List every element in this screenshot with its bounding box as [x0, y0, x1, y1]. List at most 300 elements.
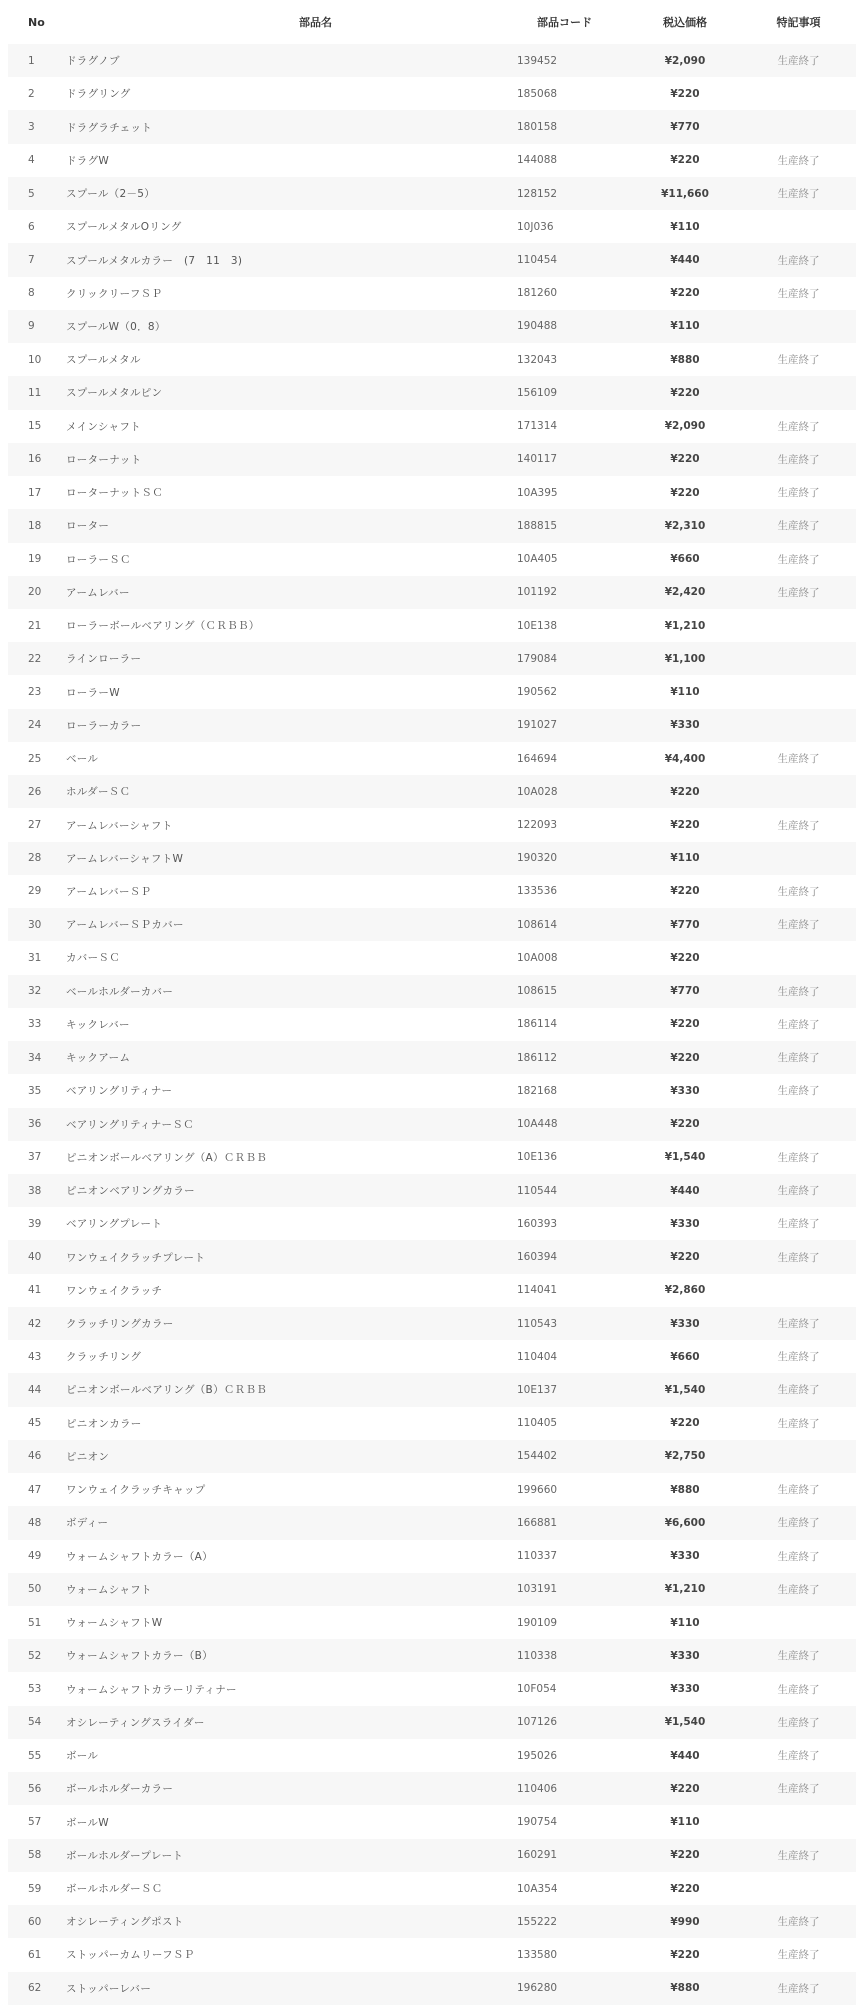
row-no: 10 [28, 353, 42, 366]
row-note: 生産終了 [777, 1517, 820, 1530]
row-note [741, 1108, 856, 1141]
row-no: 3 [28, 121, 35, 134]
row-note: 生産終了 [777, 1151, 820, 1164]
row-price: ¥220 [670, 87, 700, 100]
table-row [8, 842, 856, 875]
table-row [8, 1473, 856, 1506]
row-part-code: 114041 [517, 1284, 558, 1297]
table-row [8, 1274, 856, 1307]
row-part-name: アームレバーシャフト [66, 819, 173, 832]
row-part-code: 166881 [517, 1516, 558, 1529]
row-note: 生産終了 [777, 919, 820, 932]
row-price: ¥440 [670, 1749, 700, 1762]
table-row [8, 1506, 856, 1539]
table-body [8, 44, 856, 2005]
row-part-code: 10E136 [517, 1151, 558, 1164]
row-price: ¥880 [670, 1483, 700, 1496]
row-part-name: ボールホルダープレート [66, 1849, 184, 1862]
row-note [741, 941, 856, 974]
row-no: 53 [28, 1683, 42, 1696]
row-part-name: ピニオンボールベアリング（A）ＣＲＢＢ [66, 1151, 268, 1164]
row-part-code: 133580 [517, 1948, 558, 1961]
header-note: 特記事項 [741, 0, 856, 44]
row-price: ¥330 [670, 1683, 700, 1696]
row-part-code: 110544 [517, 1184, 558, 1197]
row-price: ¥110 [670, 320, 700, 333]
row-price: ¥220 [670, 154, 700, 167]
row-note: 生産終了 [777, 1982, 820, 1995]
row-part-name: ローター [66, 520, 110, 533]
row-price: ¥1,210 [664, 1583, 706, 1596]
row-part-name: クリックリーフＳＰ [66, 287, 163, 300]
table-row [8, 110, 856, 143]
table-row [8, 144, 856, 177]
table-row [8, 1041, 856, 1074]
row-note: 生産終了 [777, 55, 820, 68]
row-note [741, 1872, 856, 1905]
row-price: ¥11,660 [661, 187, 709, 200]
table-row [8, 77, 856, 110]
row-note: 生産終了 [777, 154, 820, 167]
table-row [8, 941, 856, 974]
table-row [8, 742, 856, 775]
row-part-name: ウォームシャフトカラーリティナー [66, 1683, 237, 1696]
row-price: ¥330 [670, 1649, 700, 1662]
row-no: 16 [28, 453, 42, 466]
row-price: ¥220 [670, 1849, 700, 1862]
row-no: 40 [28, 1251, 42, 1264]
table-row [8, 243, 856, 276]
row-price: ¥660 [670, 1350, 700, 1363]
row-price: ¥770 [670, 918, 700, 931]
table-row [8, 177, 856, 210]
row-price: ¥220 [670, 1051, 700, 1064]
row-no: 58 [28, 1849, 42, 1862]
row-part-name: ドラグラチェット [66, 121, 153, 134]
row-no: 60 [28, 1915, 42, 1928]
table-row [8, 44, 856, 77]
row-part-name: ウォームシャフトカラー（B） [66, 1650, 213, 1663]
row-price: ¥330 [670, 1550, 700, 1563]
row-no: 24 [28, 719, 42, 732]
row-part-code: 10E138 [517, 619, 558, 632]
row-price: ¥330 [670, 1217, 700, 1230]
table-row [8, 410, 856, 443]
row-note: 生産終了 [777, 1185, 820, 1198]
row-part-name: ピニオン [66, 1450, 110, 1463]
table-row [8, 1207, 856, 1240]
table-row [8, 1573, 856, 1606]
row-note: 生産終了 [777, 1650, 820, 1663]
row-part-name: オシレーティングポスト [66, 1916, 184, 1929]
row-no: 27 [28, 819, 42, 831]
row-note [741, 110, 856, 143]
row-part-code: 171314 [517, 420, 558, 433]
row-part-name: キックレバー [66, 1018, 130, 1031]
row-part-code: 160291 [517, 1849, 558, 1862]
row-part-code: 10J036 [517, 220, 554, 233]
row-part-code: 10A395 [517, 486, 558, 499]
row-price: ¥770 [670, 985, 700, 998]
header-row [8, 0, 856, 44]
parts-table-container [8, 0, 856, 2005]
header-part-code: 部品コード [509, 0, 629, 44]
row-note: 生産終了 [777, 453, 820, 466]
row-note: 生産終了 [777, 520, 820, 533]
table-row [8, 1639, 856, 1672]
row-part-name: スプールメタルピン [66, 387, 163, 400]
row-part-code: 122093 [517, 819, 558, 831]
row-part-code: 144088 [517, 154, 558, 167]
table-row [8, 476, 856, 509]
row-part-code: 110337 [517, 1550, 558, 1563]
row-no: 28 [28, 852, 42, 865]
table-row [8, 1772, 856, 1805]
table-row [8, 642, 856, 675]
row-price: ¥1,540 [664, 1716, 706, 1729]
row-note: 生産終了 [777, 1583, 820, 1596]
row-note: 生産終了 [777, 1351, 820, 1364]
row-price: ¥4,400 [664, 752, 706, 765]
row-part-name: ウォームシャフトW [66, 1617, 163, 1630]
row-no: 54 [28, 1716, 42, 1729]
row-part-name: ベアリングプレート [66, 1218, 163, 1231]
row-note [741, 1440, 856, 1473]
row-part-name: ローラーＳＣ [66, 553, 131, 566]
table-row [8, 975, 856, 1008]
row-no: 26 [28, 785, 42, 798]
table-row [8, 1540, 856, 1573]
row-note [741, 775, 856, 808]
row-no: 39 [28, 1217, 42, 1230]
row-note: 生産終了 [777, 1052, 820, 1065]
row-part-code: 128152 [517, 187, 558, 200]
row-no: 52 [28, 1649, 42, 1662]
row-no: 18 [28, 519, 42, 532]
row-note: 生産終了 [777, 586, 820, 599]
row-part-code: 160393 [517, 1217, 558, 1230]
row-part-code: 185068 [517, 87, 558, 100]
row-note [741, 310, 856, 343]
row-part-code: 195026 [517, 1749, 558, 1762]
row-note: 生産終了 [777, 188, 820, 201]
row-part-code: 164694 [517, 752, 558, 765]
row-part-code: 10A448 [517, 1118, 558, 1131]
row-note: 生産終了 [777, 354, 820, 367]
row-no: 25 [28, 752, 42, 765]
row-part-name: ベアリングリティナーＳＣ [66, 1118, 194, 1131]
row-part-code: 156109 [517, 386, 558, 399]
row-note [741, 210, 856, 243]
row-part-name: カバーＳＣ [66, 952, 120, 965]
row-no: 35 [28, 1084, 42, 1097]
row-no: 34 [28, 1051, 42, 1064]
row-no: 1 [28, 54, 35, 67]
row-part-name: スプール（2－5） [66, 188, 156, 201]
row-part-code: 110405 [517, 1417, 558, 1430]
row-part-name: メインシャフト [66, 420, 141, 433]
row-part-name: ワンウェイクラッチ [66, 1284, 163, 1297]
row-no: 36 [28, 1118, 42, 1131]
row-part-name: ベール [66, 753, 99, 766]
row-part-name: ボディー [66, 1517, 109, 1530]
row-no: 7 [28, 254, 35, 267]
row-price: ¥220 [670, 1417, 700, 1430]
row-price: ¥660 [670, 553, 700, 566]
row-part-name: アームレバーＳＰ [66, 885, 152, 898]
row-note: 生産終了 [777, 1384, 820, 1397]
row-part-code: 154402 [517, 1450, 558, 1463]
row-no: 43 [28, 1350, 42, 1363]
row-no: 50 [28, 1583, 42, 1596]
row-part-name: ボールホルダーＳＣ [66, 1883, 163, 1895]
row-price: ¥220 [670, 885, 700, 898]
row-price: ¥220 [670, 1948, 700, 1961]
row-no: 23 [28, 686, 42, 699]
row-price: ¥220 [670, 785, 700, 798]
row-no: 19 [28, 553, 42, 566]
table-row [8, 1739, 856, 1772]
row-no: 30 [28, 918, 42, 931]
row-part-code: 10A354 [517, 1882, 558, 1895]
row-part-code: 160394 [517, 1251, 558, 1264]
row-no: 42 [28, 1317, 42, 1330]
row-part-code: 110406 [517, 1782, 558, 1795]
row-part-code: 191027 [517, 719, 558, 732]
table-row [8, 310, 856, 343]
row-no: 11 [28, 386, 42, 399]
row-note: 生産終了 [777, 1550, 820, 1563]
table-row [8, 1008, 856, 1041]
row-part-code: 10F054 [517, 1683, 557, 1696]
row-part-name: ピニオンボールベアリング（B）ＣＲＢＢ [66, 1384, 268, 1397]
row-note: 生産終了 [777, 1750, 820, 1763]
row-part-name: アームレバーＳＰカバー [66, 919, 184, 932]
row-note: 生産終了 [777, 1251, 820, 1264]
row-note: 生産終了 [777, 1716, 820, 1729]
row-price: ¥110 [670, 1816, 700, 1829]
row-price: ¥440 [670, 1184, 700, 1197]
table-row [8, 609, 856, 642]
row-note: 生産終了 [777, 420, 820, 433]
row-price: ¥330 [670, 719, 700, 732]
table-row [8, 1307, 856, 1340]
row-price: ¥330 [670, 1317, 700, 1330]
row-note: 生産終了 [777, 1018, 820, 1031]
row-part-code: 155222 [517, 1915, 558, 1928]
row-price: ¥220 [670, 1251, 700, 1264]
row-part-code: 190109 [517, 1616, 558, 1629]
row-part-code: 10A008 [517, 951, 558, 964]
row-no: 37 [28, 1151, 42, 1164]
table-row [8, 1872, 856, 1905]
table-row [8, 376, 856, 409]
row-part-code: 110543 [517, 1317, 558, 1330]
row-part-name: クラッチリングカラー [66, 1318, 174, 1331]
table-row [8, 1905, 856, 1938]
row-part-name: ワンウェイクラッチプレート [66, 1251, 206, 1264]
row-note: 生産終了 [777, 1417, 820, 1430]
table-row [8, 210, 856, 243]
row-part-code: 140117 [517, 453, 558, 466]
table-row [8, 1805, 856, 1838]
row-note: 生産終了 [777, 1683, 820, 1696]
row-price: ¥110 [670, 1616, 700, 1629]
row-price: ¥220 [670, 1782, 700, 1795]
row-part-code: 10E137 [517, 1383, 558, 1396]
table-row [8, 543, 856, 576]
header-part-name: 部品名 [62, 0, 509, 44]
row-note: 生産終了 [777, 553, 820, 566]
row-part-code: 182168 [517, 1084, 558, 1097]
row-part-code: 103191 [517, 1583, 558, 1596]
row-no: 57 [28, 1816, 42, 1829]
row-part-code: 188815 [517, 519, 558, 532]
table-row [8, 509, 856, 542]
row-part-code: 186112 [517, 1051, 558, 1064]
parts-table [8, 0, 856, 2005]
row-part-name: ベアリングリティナー [66, 1085, 173, 1098]
row-note: 生産終了 [777, 753, 820, 766]
row-no: 2 [28, 87, 35, 100]
row-price: ¥220 [670, 951, 700, 964]
row-part-name: アームレバーシャフトW [66, 852, 184, 865]
row-note [741, 675, 856, 708]
row-part-name: ローラーボールベアリング（ＣＲＢＢ） [66, 620, 260, 633]
row-no: 55 [28, 1749, 42, 1762]
row-part-name: ホルダーＳＣ [66, 786, 131, 799]
row-note [741, 1805, 856, 1838]
row-part-code: 110338 [517, 1649, 558, 1662]
table-row [8, 1672, 856, 1705]
row-price: ¥220 [670, 1018, 700, 1031]
table-row [8, 875, 856, 908]
table-header [8, 0, 856, 44]
row-part-code: 10A405 [517, 553, 558, 566]
row-price: ¥330 [670, 1084, 700, 1097]
row-note [741, 376, 856, 409]
row-part-name: ローラーカラー [66, 719, 142, 732]
row-price: ¥220 [670, 819, 700, 831]
row-no: 17 [28, 486, 42, 499]
row-part-name: ワンウェイクラッチキャップ [66, 1484, 206, 1497]
row-no: 56 [28, 1782, 42, 1795]
row-price: ¥110 [670, 686, 700, 699]
row-part-code: 190562 [517, 686, 558, 699]
row-part-code: 139452 [517, 54, 558, 67]
row-part-name: ローターナット [66, 453, 142, 466]
row-note: 生産終了 [777, 1318, 820, 1331]
row-price: ¥2,090 [664, 420, 706, 433]
row-part-code: 199660 [517, 1483, 558, 1496]
row-part-name: ボールW [66, 1816, 109, 1829]
table-row [8, 576, 856, 609]
row-no: 8 [28, 287, 35, 300]
row-part-code: 101192 [517, 586, 558, 599]
row-note: 生産終了 [777, 1484, 820, 1497]
row-part-name: キックアーム [66, 1052, 131, 1065]
row-part-code: 190320 [517, 852, 558, 865]
row-price: ¥6,600 [664, 1516, 706, 1529]
row-price: ¥880 [670, 353, 700, 366]
row-price: ¥1,100 [664, 652, 706, 665]
row-price: ¥220 [670, 486, 700, 499]
row-part-name: ドラグリング [66, 88, 131, 101]
row-note [741, 642, 856, 675]
row-price: ¥2,860 [664, 1284, 706, 1297]
row-part-code: 190488 [517, 320, 558, 333]
row-no: 44 [28, 1383, 42, 1396]
table-row [8, 343, 856, 376]
row-part-name: オシレーティングスライダー [66, 1716, 205, 1729]
row-note [741, 609, 856, 642]
row-part-name: ローターナットＳＣ [66, 487, 163, 500]
row-price: ¥440 [670, 254, 700, 267]
row-price: ¥770 [670, 121, 700, 134]
row-note: 生産終了 [777, 1085, 820, 1098]
row-part-name: ラインローラー [66, 653, 142, 666]
row-no: 45 [28, 1417, 42, 1430]
row-part-name: ボール [66, 1750, 99, 1763]
row-part-code: 180158 [517, 121, 558, 134]
row-part-name: ストッパーカムリーフＳＰ [66, 1949, 195, 1962]
row-price: ¥1,540 [664, 1151, 706, 1164]
header-price: 税込価格 [629, 0, 741, 44]
row-price: ¥990 [670, 1915, 700, 1928]
table-row [8, 1938, 856, 1971]
row-note: 生産終了 [777, 819, 820, 832]
row-note: 生産終了 [777, 487, 820, 500]
row-no: 32 [28, 985, 42, 998]
row-note: 生産終了 [777, 1916, 820, 1929]
row-no: 22 [28, 652, 42, 665]
row-part-code: 10A028 [517, 785, 558, 798]
table-row [8, 1407, 856, 1440]
row-no: 5 [28, 187, 35, 200]
row-note: 生産終了 [777, 254, 820, 267]
row-no: 21 [28, 619, 42, 632]
row-price: ¥1,210 [664, 619, 706, 632]
row-no: 48 [28, 1516, 42, 1529]
row-part-name: ローラーW [66, 686, 120, 699]
row-price: ¥220 [670, 386, 700, 399]
row-part-code: 108614 [517, 918, 558, 931]
row-part-name: スプールメタルOリング [66, 221, 182, 234]
row-price: ¥2,420 [664, 586, 706, 599]
row-part-code: 110454 [517, 254, 558, 267]
row-part-name: ピニオンカラー [66, 1417, 142, 1430]
row-no: 38 [28, 1184, 42, 1197]
row-no: 46 [28, 1450, 42, 1463]
row-part-name: スプールW（0．8） [66, 320, 166, 333]
row-note: 生産終了 [777, 885, 820, 898]
table-row [8, 1839, 856, 1872]
table-row [8, 808, 856, 841]
row-note [741, 77, 856, 110]
row-part-code: 186114 [517, 1018, 558, 1031]
row-no: 9 [28, 320, 35, 333]
row-note: 生産終了 [777, 287, 820, 300]
row-price: ¥220 [670, 1118, 700, 1131]
table-row [8, 1108, 856, 1141]
row-no: 51 [28, 1616, 42, 1629]
row-price: ¥110 [670, 220, 700, 233]
header-no: No [8, 0, 62, 44]
table-row [8, 277, 856, 310]
row-part-code: 133536 [517, 885, 558, 898]
row-no: 49 [28, 1550, 42, 1563]
row-price: ¥220 [670, 453, 700, 466]
